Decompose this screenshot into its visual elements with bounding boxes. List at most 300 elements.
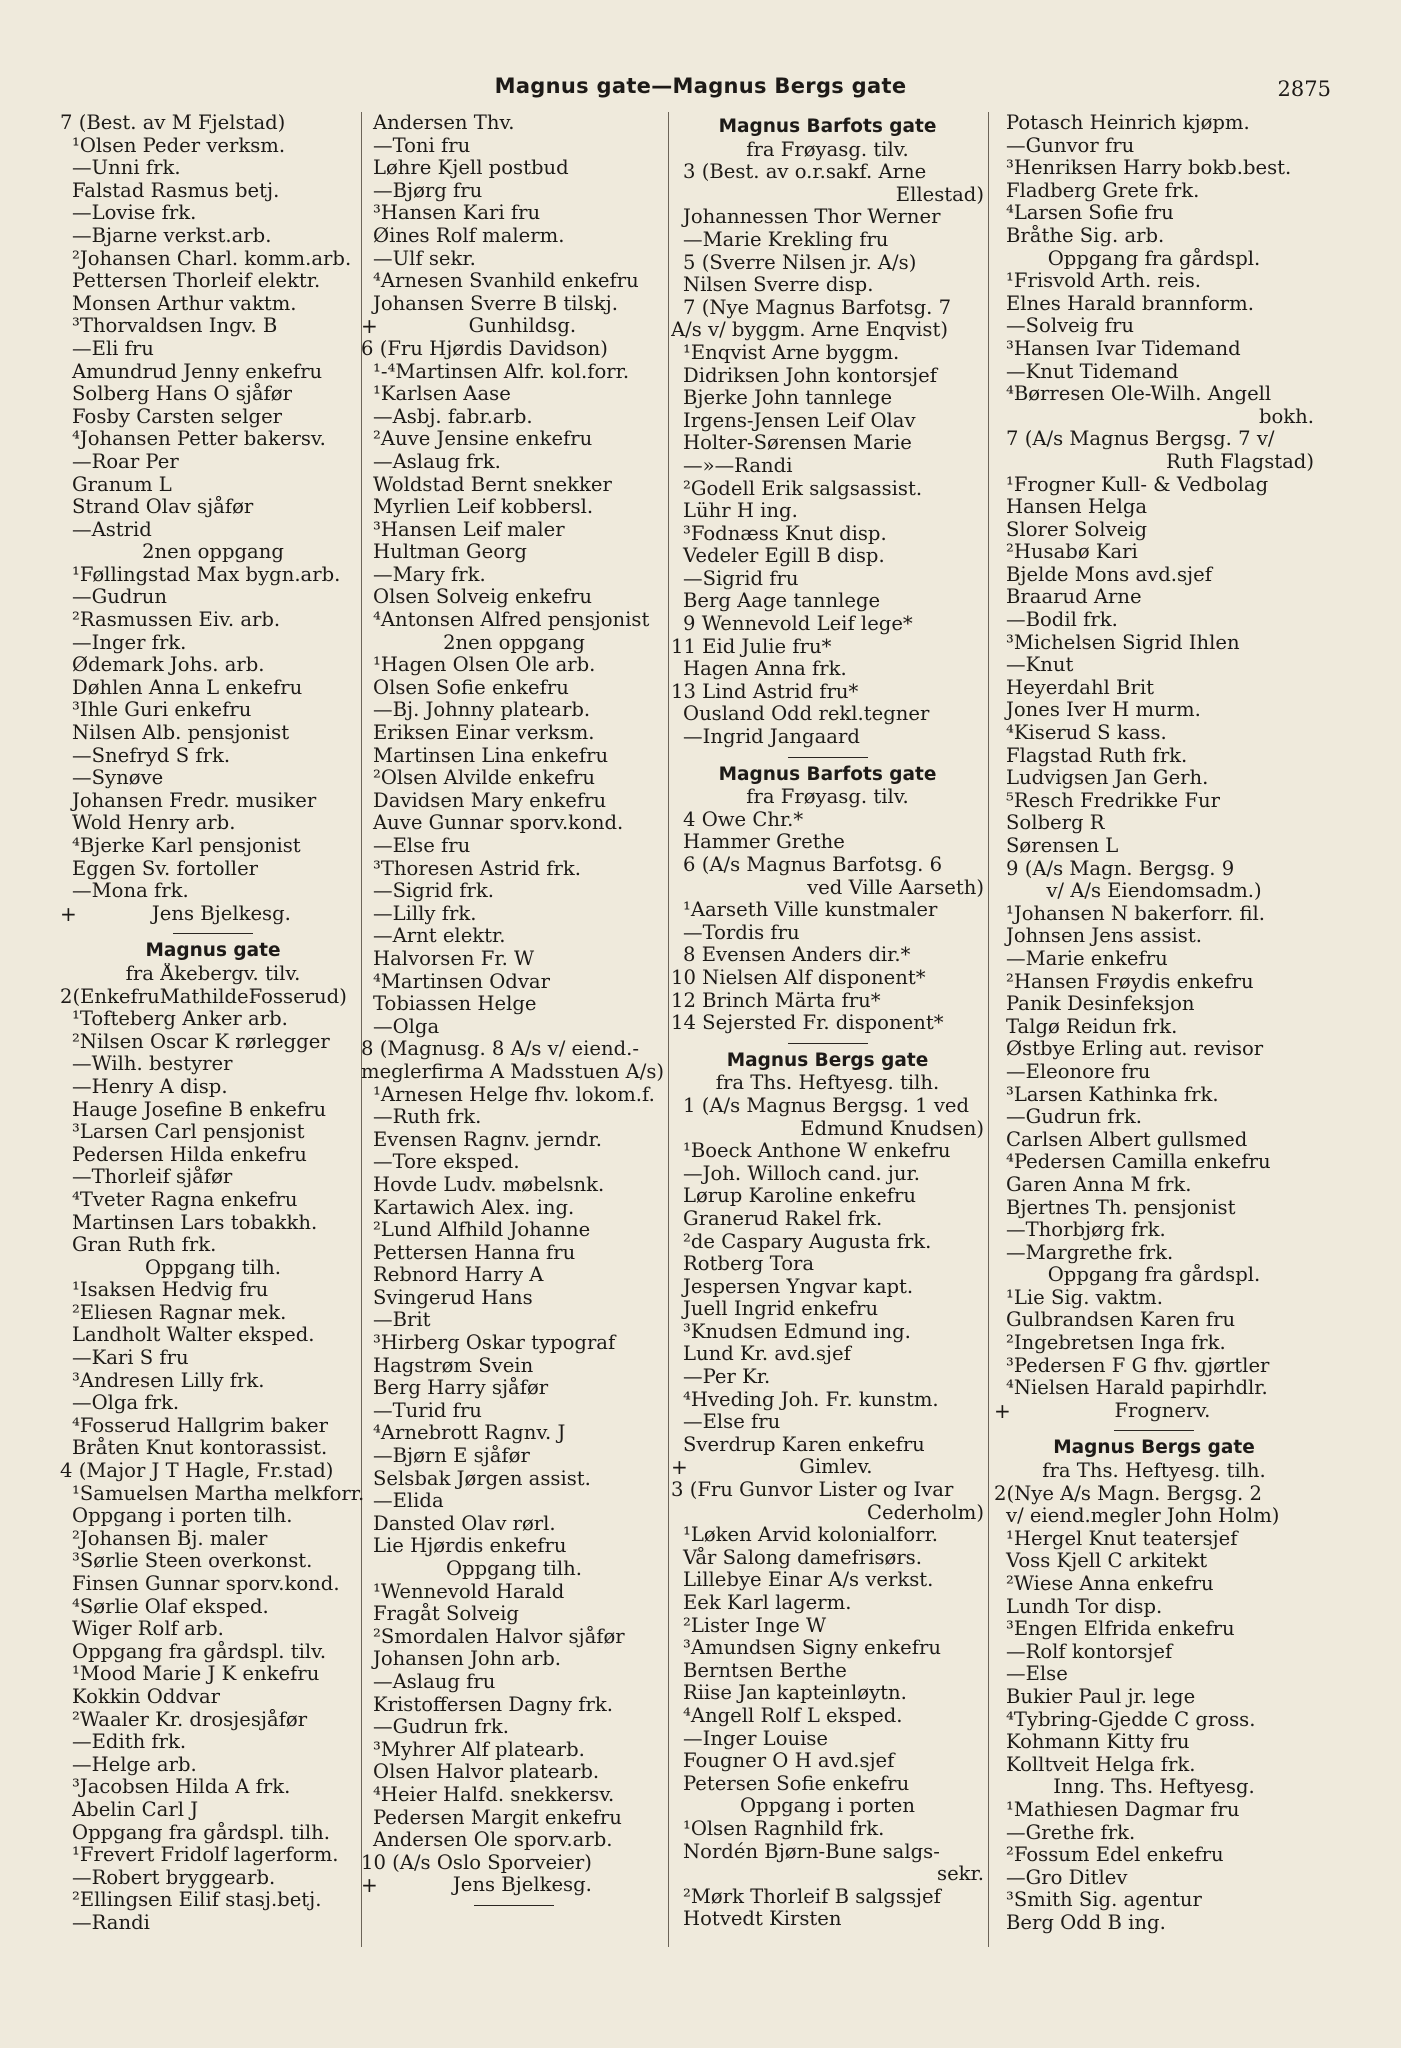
directory-entry: ⁵Resch Fredrikke Fur	[1006, 789, 1220, 812]
directory-entry: 11 Eid Julie fru*	[671, 635, 832, 658]
directory-entry: —Sigrid fru	[683, 567, 799, 590]
directory-entry: 5 (Sverre Nilsen jr. A/s)	[683, 251, 917, 274]
directory-entry: Fragåt Solveig	[373, 1603, 519, 1626]
directory-entry: Myrlien Leif kobbersl.	[373, 496, 594, 519]
section-separator	[173, 933, 253, 934]
directory-entry: Ludvigsen Jan Gerh.	[1006, 767, 1209, 790]
directory-entry: 10 (A/s Oslo Sporveier)	[361, 1851, 592, 1874]
directory-entry: Petersen Sofie enkefru	[683, 1772, 910, 1795]
section-subheading: fra Frøyasg. tilv.	[746, 786, 909, 809]
directory-entry: —Synøve	[72, 767, 164, 790]
directory-entry: Berg Odd B ing.	[1006, 1911, 1166, 1934]
directory-entry: ²Fossum Edel enkefru	[1006, 1844, 1224, 1867]
directory-entry: Gran Ruth frk.	[72, 1234, 217, 1257]
directory-entry: Hagstrøm Svein	[373, 1354, 534, 1377]
directory-entry: —Inger frk.	[72, 631, 187, 654]
directory-entry: Berg Aage tannlege	[683, 590, 881, 613]
directory-entry: Finsen Gunnar sporv.kond.	[72, 1573, 340, 1595]
directory-entry: Øines Rolf malerm.	[373, 224, 565, 247]
directory-entry: Johannessen Thor Werner	[683, 206, 941, 229]
section-subheading: fra Frøyasg. tilv.	[746, 138, 909, 161]
directory-entry: Berg Harry sjåfør	[373, 1377, 549, 1400]
page-header	[0, 74, 1401, 108]
directory-entry: Ruth Flagstad)	[1166, 450, 1314, 473]
directory-entry: Martinsen Lars tobakkh.	[72, 1211, 318, 1234]
cross-street-marker: +	[994, 1399, 1011, 1423]
directory-entry: —Elida	[373, 1490, 444, 1513]
directory-entry: ¹Frisvold Arth. reis.	[1006, 270, 1202, 293]
directory-entry: Panik Desinfeksjon	[1006, 993, 1195, 1016]
directory-entry: Fladberg Grete frk.	[1006, 179, 1200, 202]
directory-entry: —Marie enkefru	[1006, 947, 1168, 970]
directory-entry: Johansen Fredr. musiker	[72, 789, 317, 812]
directory-entry: —Kari S fru	[72, 1347, 189, 1370]
directory-entry: ²de Caspary Augusta frk.	[683, 1230, 932, 1253]
directory-entry: —Else fru	[683, 1411, 781, 1434]
directory-entry: Bråthe Sig. arb.	[1006, 224, 1165, 247]
directory-entry: ¹Tofteberg Anker arb.	[72, 1008, 288, 1031]
directory-entry: ³Hansen Leif maler	[373, 518, 565, 541]
stairway-label: 2nen oppgang	[443, 631, 585, 654]
directory-entry: ¹Føllingstad Max bygn.arb.	[72, 563, 341, 586]
directory-entry: Fosby Carsten selger	[72, 405, 283, 428]
directory-entry: —Astrid	[72, 518, 152, 541]
directory-entry: ³Ihle Guri enkefru	[72, 699, 252, 722]
section-subheading: fra Åkebergv. tilv.	[125, 962, 301, 985]
directory-entry: —Sigrid frk.	[373, 880, 494, 903]
directory-entry: ³Larsen Carl pensjonist	[72, 1121, 305, 1144]
directory-entry: ²Ingebretsen Inga frk.	[1006, 1332, 1226, 1355]
directory-entry: ⁴Antonsen Alfred pensjonist	[373, 609, 650, 632]
directory-entry: Slorer Solveig	[1006, 518, 1148, 541]
directory-entry: Berntsen Berthe	[683, 1659, 847, 1682]
directory-entry: Wold Henry arb.	[72, 812, 236, 835]
directory-entry: 1 (A/s Magnus Bergsg. 1 ved	[683, 1094, 970, 1117]
directory-entry: 13 Lind Astrid fru*	[671, 680, 859, 703]
directory-entry: ²Ellingsen Eilif stasj.betj.	[72, 1889, 322, 1912]
directory-entry: ⁴Johansen Petter bakersv.	[72, 428, 326, 451]
section-separator	[788, 1043, 868, 1044]
stairway-label: 2nen oppgang	[142, 541, 284, 564]
directory-entry: Bukier Paul jr. lege	[1006, 1685, 1196, 1708]
directory-entry: Andersen Thv.	[373, 112, 515, 134]
directory-entry: ¹Olsen Ragnhild frk.	[683, 1817, 885, 1840]
directory-entry: Hauge Josefine B enkefru	[72, 1098, 327, 1121]
directory-entry: 9 (A/s Magn. Bergsg. 9	[1006, 857, 1235, 880]
directory-entry: Landholt Walter eksped.	[72, 1324, 315, 1347]
directory-entry: —Randi	[72, 1911, 150, 1934]
directory-entry: Lund Kr. avd.sjef	[683, 1343, 851, 1366]
directory-entry: ¹Lie Sig. vaktm.	[1006, 1286, 1163, 1309]
directory-entry: —Else	[1006, 1663, 1068, 1686]
directory-entry: 3 (Best. av o.r.sakf. Arne	[683, 161, 927, 184]
directory-entry: Olsen Sofie enkefru	[373, 676, 569, 699]
directory-entry: ⁴Nielsen Harald papirhdlr.	[1006, 1377, 1268, 1400]
directory-entry: meglerfirma A Madsstuen A/s)	[361, 1060, 665, 1083]
directory-entry: Davidsen Mary enkefru	[373, 789, 607, 812]
cross-street-label: Gimlev.	[799, 1456, 873, 1479]
directory-entry: —Roar Per	[72, 450, 179, 473]
directory-entry: 4 Owe Chr.*	[683, 808, 804, 831]
section-heading: Magnus gate	[145, 940, 281, 962]
directory-entry: ³Hansen Ivar Tidemand	[1006, 337, 1241, 360]
directory-entry: ²Godell Erik salgsassist.	[683, 477, 923, 500]
directory-entry: Kohmann Kitty fru	[1006, 1731, 1190, 1754]
directory-entry: ²Waaler Kr. drosjesjåfør	[72, 1708, 308, 1731]
directory-entry: Eek Karl lagerm.	[683, 1592, 852, 1614]
directory-entry: Oppgang fra gårdspl. tilv.	[72, 1640, 327, 1663]
directory-entry: Braarud Arne	[1006, 586, 1142, 609]
directory-entry: Solberg R	[1006, 812, 1105, 835]
stairway-label: Oppgang fra gårdspl.	[1047, 1264, 1261, 1287]
directory-entry: bokh.	[1258, 405, 1314, 428]
directory-entry: Lie Hjørdis enkefru	[373, 1535, 567, 1558]
directory-entry: —Eleonore fru	[1006, 1060, 1151, 1083]
directory-entry: Monsen Arthur vaktm.	[72, 292, 297, 315]
cross-street-row	[671, 1456, 984, 1479]
directory-entry: Granerud Rakel frk.	[683, 1207, 883, 1230]
directory-entry: Dansted Olav rørl.	[373, 1512, 556, 1535]
directory-entry: ²Lister Inge W	[683, 1614, 827, 1637]
directory-entry: Heyerdahl Brit	[1006, 676, 1154, 699]
directory-entry: ²Wiese Anna enkefru	[1006, 1573, 1214, 1595]
directory-entry: 2(Nye A/s Magn. Bergsg. 2	[994, 1482, 1262, 1505]
stairway-label: Oppgang i porten	[739, 1795, 916, 1818]
directory-entry: —Arnt elektr.	[373, 925, 506, 948]
column-2	[361, 112, 667, 1952]
directory-entry: A/s v/ byggm. Arne Enqvist)	[671, 319, 949, 342]
section-heading: Magnus Barfots gate	[718, 763, 937, 785]
stairway-label: Oppgang tilh.	[144, 1256, 282, 1279]
directory-entry: ³Michelsen Sigrid Ihlen	[1006, 631, 1240, 654]
directory-entry: ¹Aarseth Ville kunstmaler	[683, 899, 938, 922]
directory-entry: ³Sørlie Steen overkonst.	[72, 1550, 313, 1573]
directory-entry: ³Pedersen F G fhv. gjørtler	[1006, 1354, 1270, 1377]
directory-entry: Johnsen Jens assist.	[1006, 925, 1202, 948]
stairway-label: Oppgang tilh.	[445, 1558, 583, 1580]
directory-entry: Bråten Knut kontorassist.	[72, 1437, 328, 1460]
directory-entry: —Solveig fru	[1006, 315, 1135, 338]
directory-entry: Talgø Reidun frk.	[1006, 1015, 1178, 1038]
directory-entry: ²Auve Jensine enkefru	[373, 428, 593, 451]
directory-entry: Bjertnes Th. pensjonist	[1006, 1196, 1236, 1219]
directory-entry: —Ingrid Jangaard	[683, 726, 860, 749]
directory-entry: Pettersen Thorleif elektr.	[72, 270, 321, 293]
directory-entry: Hammer Grethe	[683, 831, 845, 854]
directory-entry: —Ruth frk.	[373, 1106, 482, 1129]
cross-street-row	[994, 1400, 1314, 1423]
cross-street-marker: +	[60, 902, 77, 926]
directory-entry: —Bjørn E sjåfør	[373, 1445, 530, 1468]
section-separator	[788, 757, 868, 758]
section-heading: Magnus Bergs gate	[726, 1049, 929, 1071]
stairway-label: Inng. Ths. Heftyesg.	[1053, 1776, 1255, 1799]
directory-entry: Kartawich Alex. ing.	[373, 1196, 575, 1219]
directory-entry: —Snefryd S frk.	[72, 744, 231, 767]
directory-entry: Andersen Ole sporv.arb.	[373, 1829, 613, 1852]
cross-street-row	[60, 903, 366, 926]
directory-entry: —Per Kr.	[683, 1366, 771, 1389]
directory-entry: —Thorbjørg frk.	[1006, 1219, 1166, 1242]
directory-entry: Nilsen Alb. pensjonist	[72, 722, 290, 745]
directory-entry: Wiger Rolf arb.	[72, 1618, 224, 1641]
directory-entry: —Brit	[373, 1309, 431, 1332]
directory-entry: ²Lund Alfhild Johanne	[373, 1219, 591, 1242]
directory-entry: Nordén Bjørn-Bune salgs-	[683, 1840, 940, 1863]
directory-entry: Løhre Kjell postbud	[373, 157, 569, 180]
directory-entry: 10 Nielsen Alf disponent*	[671, 966, 926, 989]
directory-entry: —Ulf sekr.	[373, 247, 476, 270]
directory-entry: Rotberg Tora	[683, 1253, 815, 1276]
directory-entry: ¹Boeck Anthone W enkefru	[683, 1140, 951, 1163]
directory-entry: —Lilly frk.	[373, 902, 477, 925]
directory-entry: ³Larsen Kathinka frk.	[1006, 1083, 1219, 1106]
directory-entry: ⁴Pedersen Camilla enkefru	[1006, 1151, 1271, 1174]
directory-entry: ²Hansen Frøydis enkefru	[1006, 970, 1254, 993]
directory-entry: Strand Olav sjåfør	[72, 496, 254, 519]
directory-entry: Potasch Heinrich kjøpm.	[1006, 112, 1250, 134]
directory-entry: Hovde Ludv. møbelsnk.	[373, 1173, 605, 1196]
directory-entry: Irgens-Jensen Leif Olav	[683, 409, 916, 432]
directory-entry: Sverdrup Karen enkefru	[683, 1433, 925, 1456]
directory-entry: ³Jacobsen Hilda A frk.	[72, 1776, 291, 1799]
directory-entry: Døhlen Anna L enkefru	[72, 676, 303, 699]
directory-entry: Olsen Halvor platearb.	[373, 1761, 600, 1784]
directory-entry: Pedersen Margit enkefru	[373, 1806, 622, 1829]
directory-entry: Sørensen L	[1006, 835, 1119, 857]
directory-entry: Olsen Solveig enkefru	[373, 586, 592, 609]
directory-entry: ³Thoresen Astrid frk.	[373, 857, 582, 880]
directory-entry: ⁴Larsen Sofie fru	[1006, 202, 1174, 225]
column-divider	[668, 112, 669, 1947]
directory-entry: Tobiassen Helge	[373, 993, 537, 1016]
directory-entry: —Grethe frk.	[1006, 1821, 1136, 1844]
directory-entry: Gulbrandsen Karen fru	[1006, 1309, 1236, 1332]
directory-entry: Hansen Helga	[1006, 496, 1148, 519]
section-separator	[474, 1905, 554, 1906]
directory-entry: ¹Arnesen Helge fhv. lokom.f.	[373, 1083, 655, 1106]
directory-entry: Lørup Karoline enkefru	[683, 1185, 916, 1208]
directory-entry: —Robert bryggearb.	[72, 1866, 276, 1889]
directory-entry: Riise Jan kapteinløytn.	[683, 1682, 907, 1705]
directory-entry: 8 Evensen Anders dir.*	[683, 944, 911, 967]
directory-entry: ved Ville Aarseth)	[807, 876, 984, 899]
directory-entry: Johansen Sverre B tilskj.	[373, 292, 618, 315]
directory-entry: 6 (Fru Hjørdis Davidson)	[361, 337, 608, 360]
directory-entry: —Mary frk.	[373, 563, 486, 586]
directory-entry: ³Henriksen Harry bokb.best.	[1006, 157, 1292, 180]
directory-entry: Eggen Sv. fortoller	[72, 857, 259, 880]
directory-entry: ³Hansen Kari fru	[373, 202, 541, 225]
directory-entry: ⁴Børresen Ole-Wilh. Angell	[1006, 383, 1272, 406]
page-number: 2875	[1277, 77, 1331, 101]
directory-entry: ¹Enqvist Arne byggm.	[683, 341, 900, 364]
directory-entry: —Unni frk.	[72, 157, 181, 180]
directory-entry: Elnes Harald brannform.	[1006, 292, 1254, 315]
directory-entry: Oppgang i porten tilh.	[72, 1505, 293, 1528]
directory-entry: ¹Mathiesen Dagmar fru	[1006, 1798, 1240, 1821]
directory-entry: —Mona frk.	[72, 880, 189, 903]
cross-street-label: Jens Bjelkesg.	[452, 1874, 592, 1897]
directory-entry: —Inger Louise	[683, 1727, 829, 1750]
directory-entry: —Olga frk.	[72, 1392, 180, 1415]
directory-entry: Flagstad Ruth frk.	[1006, 744, 1188, 767]
directory-entry: Johansen John arb.	[373, 1648, 562, 1671]
column-1	[60, 112, 366, 1952]
directory-entry: —Helge arb.	[72, 1753, 197, 1776]
directory-entry: ³Knudsen Edmund ing.	[683, 1320, 911, 1343]
directory-entry: Bjerke John tannlege	[683, 387, 893, 410]
directory-entry: ²Eliesen Ragnar mek.	[72, 1301, 287, 1324]
directory-entry: —Margrethe frk.	[1006, 1241, 1174, 1264]
directory-entry: Rebnord Harry A	[373, 1264, 544, 1287]
directory-entry: Vår Salong damefrisørs.	[683, 1546, 922, 1569]
directory-entry: —Thorleif sjåfør	[72, 1166, 233, 1189]
directory-entry: Nilsen Sverre disp.	[683, 274, 874, 297]
directory-entry: —Marie Krekling fru	[683, 228, 889, 251]
directory-entry: 8 (Magnusg. 8 A/s v/ eiend.-	[361, 1038, 640, 1061]
directory-entry: ⁴Arnebrott Ragnv. J	[373, 1422, 566, 1445]
directory-entry: ⁴Tybring-Gjedde C gross.	[1006, 1708, 1256, 1731]
directory-entry: Auve Gunnar sporv.kond.	[373, 812, 624, 835]
directory-entry: ¹Karlsen Aase	[373, 383, 511, 406]
directory-entry: sekr.	[937, 1863, 984, 1886]
directory-entry: —Rolf kontorsjef	[1006, 1640, 1173, 1663]
directory-entry: Solberg Hans O sjåfør	[72, 383, 292, 406]
column-4	[994, 112, 1314, 1952]
cross-street-label: Jens Bjelkesg.	[151, 902, 291, 925]
section-heading: Magnus Barfots gate	[718, 116, 937, 137]
directory-entry: Vedeler Egill B disp.	[683, 545, 885, 568]
directory-entry: ³Fodnæss Knut disp.	[683, 522, 887, 545]
directory-entry: ⁴Angell Rolf L eksped.	[683, 1704, 903, 1727]
section-separator	[1114, 1430, 1194, 1431]
directory-entry: ²Olsen Alvilde enkefru	[373, 767, 595, 790]
directory-entry: ³Engen Elfrida enkefru	[1006, 1618, 1235, 1641]
directory-entry: Martinsen Lina enkefru	[373, 744, 609, 767]
directory-entry: —Wilh. bestyrer	[72, 1053, 233, 1076]
directory-entry: 14 Sejersted Fr. disponent*	[671, 1012, 944, 1035]
directory-entry: —Joh. Willoch cand. jur.	[683, 1162, 920, 1185]
directory-entry: 9 Wennevold Leif lege*	[683, 613, 913, 636]
directory-entry: ⁴Sørlie Olaf eksped.	[72, 1595, 269, 1618]
directory-entry: ¹Løken Arvid kolonialforr.	[683, 1524, 939, 1547]
directory-entry: Eriksen Einar verksm.	[373, 722, 595, 745]
directory-entry: ⁴Bjerke Karl pensjonist	[72, 835, 301, 857]
directory-entry: ²Husabø Kari	[1006, 541, 1138, 564]
directory-entry: ³Thorvaldsen Ingv. B	[72, 315, 278, 338]
directory-entry: Bjelde Mons avd.sjef	[1006, 563, 1212, 586]
page-title: Magnus gate—Magnus Bergs gate	[494, 74, 907, 98]
directory-entry: Kokkin Oddvar	[72, 1685, 221, 1708]
directory-entry: ³Hirberg Oskar typograf	[373, 1332, 616, 1355]
directory-entry: Abelin Carl J	[72, 1798, 199, 1821]
directory-entry: ²Nilsen Oscar K rørlegger	[72, 1030, 330, 1053]
column-divider	[988, 112, 989, 1947]
directory-entry: —Olga	[373, 1015, 440, 1038]
directory-entry: —Bjarne verkst.arb.	[72, 224, 272, 247]
directory-entry: Ellestad)	[895, 183, 984, 206]
directory-entry: Ousland Odd rekl.tegner	[683, 703, 930, 726]
directory-entry: 7 (Best. av M Fjelstad)	[60, 112, 286, 134]
cross-street-label: Gunhildsg.	[468, 315, 577, 338]
directory-entry: ¹Frogner Kull- & Vedbolag	[1006, 473, 1269, 496]
directory-entry: —Tordis fru	[683, 921, 800, 944]
directory-entry: —Aslaug fru	[373, 1670, 496, 1693]
directory-entry: v/ eiend.megler John Holm)	[1006, 1505, 1280, 1528]
directory-entry: 12 Brinch Märta fru*	[671, 989, 881, 1012]
directory-entry: ¹Wennevold Harald	[373, 1580, 565, 1603]
directory-entry: Kolltveit Helga frk.	[1006, 1753, 1196, 1776]
directory-entry: Amundrud Jenny enkefru	[72, 360, 323, 383]
cross-street-row	[361, 315, 667, 338]
directory-entry: ⁴Hveding Joh. Fr. kunstm.	[683, 1388, 939, 1411]
directory-entry: Kristoffersen Dagny frk.	[373, 1693, 613, 1716]
directory-entry: —Toni fru	[373, 134, 471, 157]
directory-entry: Hagen Anna frk.	[683, 658, 847, 681]
directory-entry: —Gudrun frk.	[1006, 1106, 1142, 1129]
directory-entry: ²Johansen Bj. maler	[72, 1527, 268, 1550]
directory-entry: ¹Mood Marie J K enkefru	[72, 1663, 320, 1686]
directory-entry: —Asbj. fabr.arb.	[373, 405, 533, 428]
directory-entry: Hultman Georg	[373, 541, 527, 564]
directory-entry: —Bjørg fru	[373, 179, 483, 202]
directory-entry: —Knut Tidemand	[1006, 360, 1179, 383]
column-3	[671, 112, 984, 1952]
directory-entry: Woldstad Bernt snekker	[373, 473, 612, 496]
cross-street-marker: +	[361, 315, 378, 338]
directory-entry: Falstad Rasmus betj.	[72, 179, 280, 202]
directory-entry: Juell Ingrid enkefru	[683, 1298, 879, 1321]
section-heading: Magnus Bergs gate	[1053, 1437, 1255, 1459]
directory-entry: ¹Johansen N bakerforr. fil.	[1006, 902, 1266, 925]
directory-entry: —Edith frk.	[72, 1731, 187, 1754]
section-subheading: fra Ths. Heftyesg. tilh.	[715, 1072, 940, 1095]
directory-entry: ²Mørk Thorleif B salgssjef	[683, 1885, 941, 1908]
cross-street-row	[361, 1874, 667, 1897]
directory-entry: —Turid fru	[373, 1399, 482, 1422]
directory-entry: Jespersen Yngvar kapt.	[683, 1275, 914, 1298]
directory-entry: —»—Randi	[683, 454, 793, 477]
directory-entry: —Henry A disp.	[72, 1075, 228, 1098]
directory-entry: —Eli fru	[72, 337, 154, 360]
directory-entry: —Aslaug frk.	[373, 450, 501, 473]
directory-entry: —Gudrun	[72, 586, 168, 609]
directory-entry: ²Johansen Charl. komm.arb.	[72, 247, 352, 270]
directory-entry: ⁴Tveter Ragna enkefru	[72, 1188, 298, 1211]
directory-entry: Lundh Tor disp.	[1006, 1595, 1163, 1618]
directory-entry: ³Smith Sig. agentur	[1006, 1889, 1202, 1912]
directory-entry: ¹Olsen Peder verksm.	[72, 134, 286, 157]
stairway-label: v/ A/s Eiendomsadm.)	[1046, 880, 1262, 903]
directory-entry: Cederholm)	[867, 1501, 984, 1524]
directory-entry: ¹Samuelsen Martha melkforr.	[72, 1482, 365, 1505]
directory-entry: Didriksen John kontorsjef	[683, 364, 937, 387]
directory-entry: ¹-⁴Martinsen Alfr. kol.forr.	[373, 360, 630, 383]
directory-entry: Lillebye Einar A/s verkst.	[683, 1569, 934, 1592]
directory-entry: 7 (A/s Magnus Bergsg. 7 v/	[1006, 428, 1275, 451]
directory-entry: —Bodil frk.	[1006, 609, 1118, 632]
directory-entry: ¹Isaksen Hedvig fru	[72, 1279, 269, 1302]
directory-entry: ¹Hagen Olsen Ole arb.	[373, 654, 596, 677]
directory-entry: Ødemark Johs. arb.	[72, 654, 265, 677]
directory-entry: ⁴Arnesen Svanhild enkefru	[373, 270, 639, 293]
directory-entry: ³Andresen Lilly frk.	[72, 1369, 265, 1392]
directory-entry: 3 (Fru Gunvor Lister og Ivar	[671, 1479, 954, 1502]
directory-entry: Granum L	[72, 473, 172, 496]
directory-entry: Fougner O H avd.sjef	[683, 1750, 895, 1773]
directory-entry: —Knut	[1006, 654, 1074, 677]
